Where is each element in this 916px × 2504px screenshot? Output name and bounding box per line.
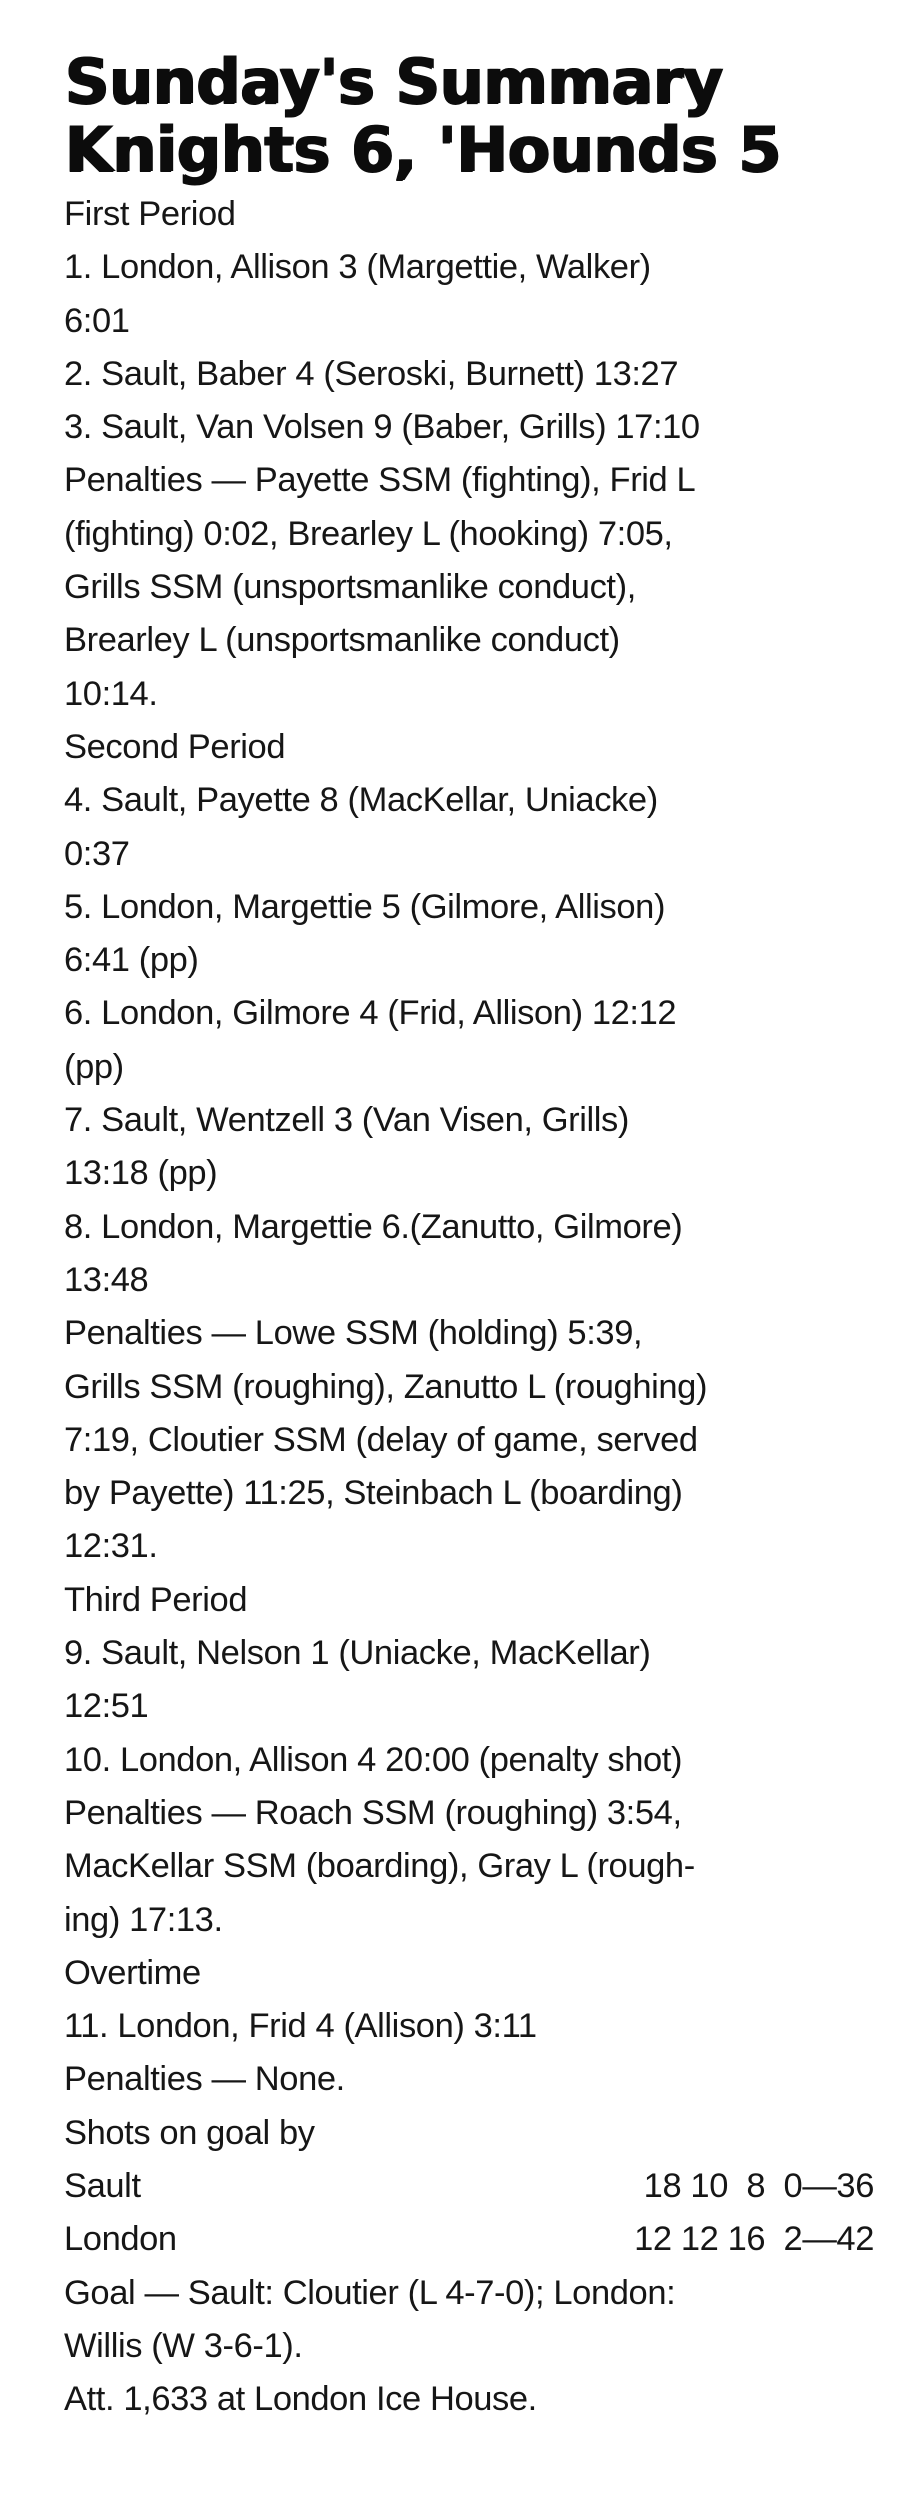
summary-line: 6:01 (64, 301, 130, 340)
shots-values: 18 10 8 0—36 (643, 2166, 874, 2205)
summary-line: 13:48 (64, 1260, 149, 1299)
summary-line: Overtime (64, 1953, 201, 1992)
summary-line: 7. Sault, Wentzell 3 (Van Visen, Grills) (64, 1101, 629, 1140)
summary-line: (pp) (64, 1047, 124, 1086)
summary-body (64, 188, 876, 2426)
summary-line: 12:51 (64, 1687, 149, 1726)
summary-footer (64, 2267, 876, 2427)
summary-line: 0:37 (64, 834, 130, 873)
summary-lines (64, 188, 876, 2160)
summary-line: 5. London, Margettie 5 (Gilmore, Allison) (64, 887, 666, 926)
summary-line: ing) 17:13. (64, 1900, 223, 1939)
summary-line: MacKellar SSM (boarding), Gray L (rough- (64, 1847, 695, 1886)
summary-line: 8. London, Margettie 6.(Zanutto, Gilmore) (64, 1207, 683, 1246)
shots-values: 12 12 16 2—42 (634, 2220, 874, 2259)
summary-line: 7:19, Cloutier SSM (delay of game, served (64, 1420, 698, 1459)
summary-line: Penalties — Payette SSM (fighting), Frid L (64, 461, 696, 500)
summary-line: Penalties — None. (64, 2060, 345, 2099)
summary-line: by Payette) 11:25, Steinbach L (boarding) (64, 1474, 683, 1513)
shots-row-sault (64, 2160, 874, 2213)
shots-team-name: London (64, 2220, 177, 2259)
summary-line: Shots on goal by (64, 2113, 315, 2152)
summary-line: First Period (64, 195, 236, 233)
summary-line: Penalties — Lowe SSM (holding) 5:39, (64, 1314, 643, 1353)
summary-line: Third Period (64, 1580, 248, 1619)
summary-line: 6. London, Gilmore 4 (Frid, Allison) 12:12 (64, 994, 677, 1033)
footer-line: Att. 1,633 at London Ice House. (64, 2380, 537, 2419)
summary-line: 10:14. (64, 674, 158, 713)
summary-line: Second Period (64, 727, 286, 766)
summary-line: 1. London, Allison 3 (Margettie, Walker) (64, 248, 651, 287)
headline-line-1: Sunday's Summary (64, 45, 722, 118)
summary-line: Grills SSM (roughing), Zanutto L (roughing) (64, 1367, 708, 1406)
footer-line: Goal — Sault: Cloutier (L 4-7-0); London: (64, 2273, 676, 2312)
summary-line: Grills SSM (unsportsmanlike conduct), (64, 568, 636, 607)
summary-line: 10. London, Allison 4 20:00 (penalty shot) (64, 1740, 683, 1779)
summary-line: Penalties — Roach SSM (roughing) 3:54, (64, 1793, 682, 1832)
summary-line: 4. Sault, Payette 8 (MacKellar, Uniacke) (64, 781, 658, 820)
summary-line: 2. Sault, Baber 4 (Seroski, Burnett) 13:27 (64, 354, 679, 393)
summary-line: (fighting) 0:02, Brearley L (hooking) 7:05, (64, 514, 673, 553)
summary-line: 12:31. (64, 1527, 158, 1566)
headline (64, 45, 876, 186)
summary-line: Brearley L (unsportsmanlike conduct) (64, 621, 620, 660)
shots-team-name: Sault (64, 2166, 141, 2205)
summary-line: 13:18 (pp) (64, 1154, 218, 1193)
summary-line: 6:41 (pp) (64, 941, 199, 980)
summary-line: 11. London, Frid 4 (Allison) 3:11 (64, 2007, 537, 2046)
footer-line: Willis (W 3-6-1). (64, 2326, 303, 2365)
shots-row-london (64, 2213, 874, 2266)
summary-line: 3. Sault, Van Volsen 9 (Baber, Grills) 17:10 (64, 408, 700, 447)
summary-line: 9. Sault, Nelson 1 (Uniacke, MacKellar) (64, 1634, 651, 1673)
headline-line-2: Knights 6, 'Hounds 5 (64, 113, 781, 186)
